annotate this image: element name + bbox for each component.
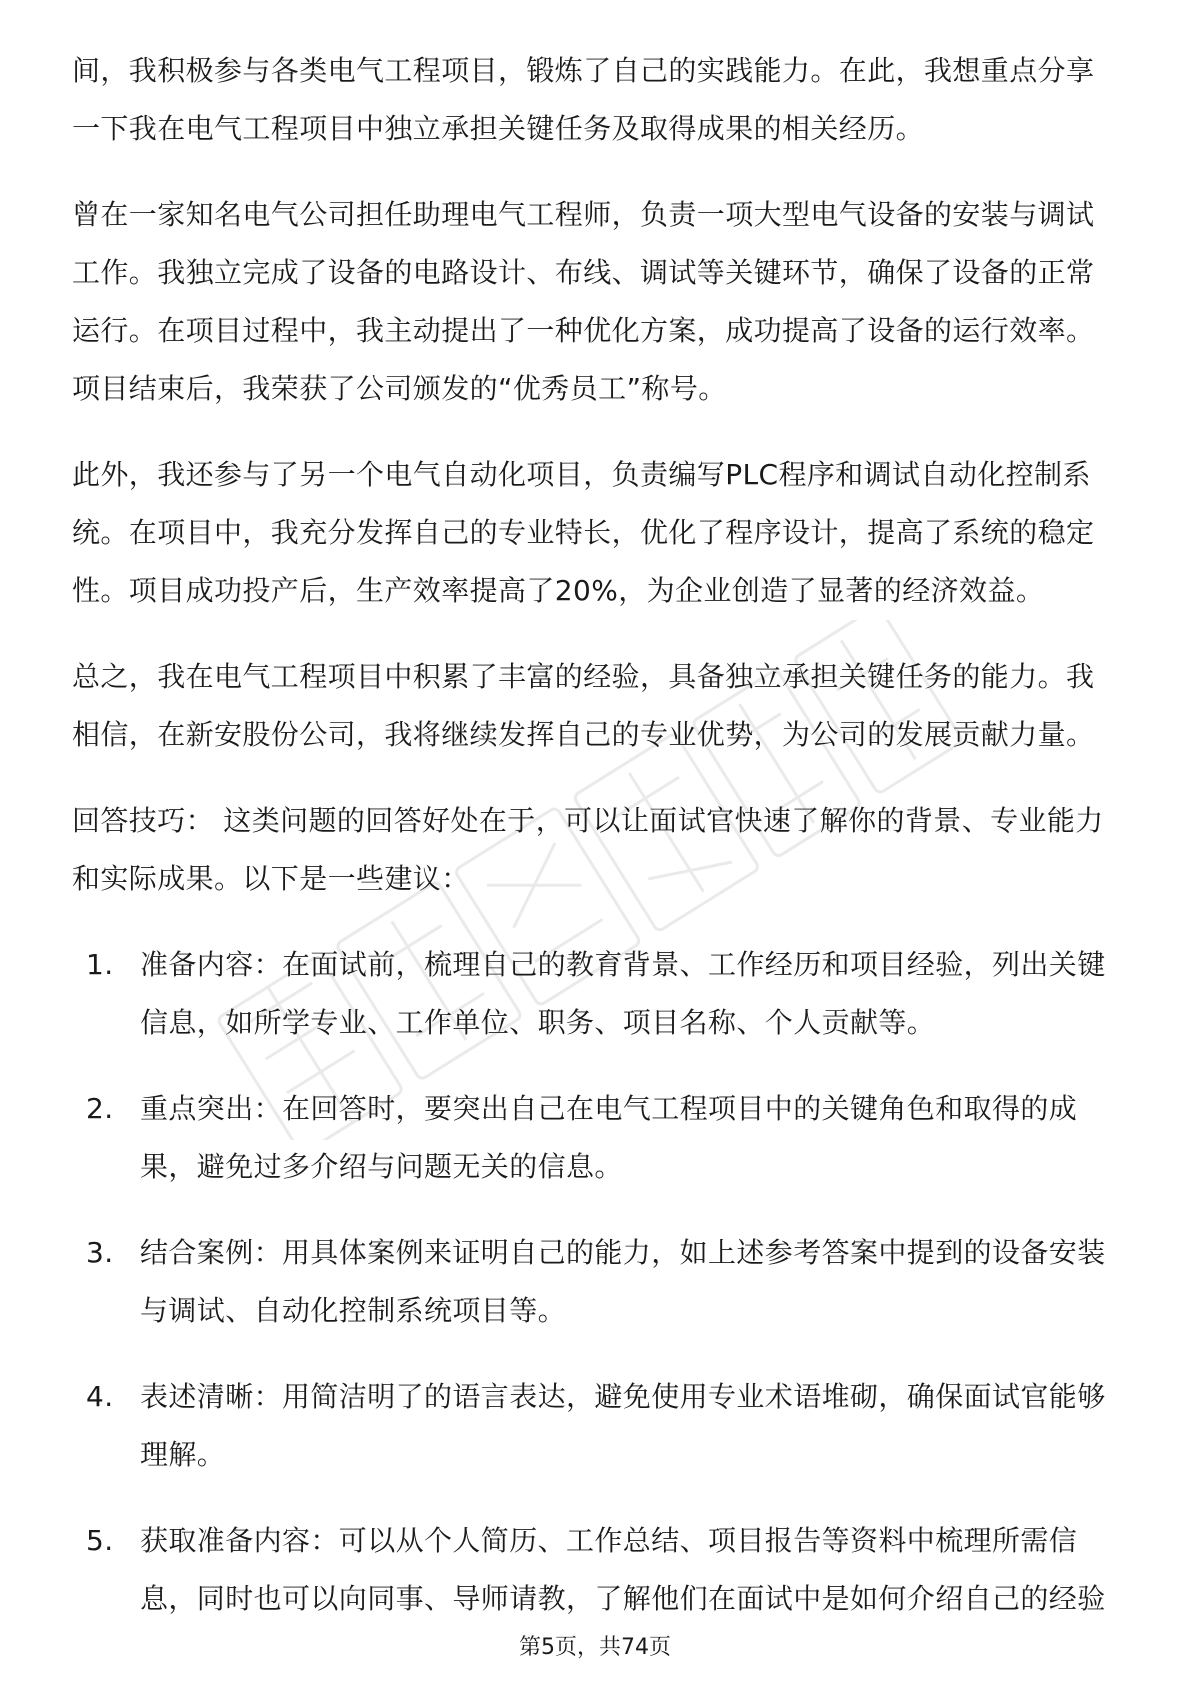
list-item-number: 4. — [86, 1380, 114, 1413]
tips-list — [72, 936, 1118, 1628]
page-number: 第5页，共74页 — [519, 1635, 671, 1660]
list-item — [72, 1512, 1118, 1628]
paragraph-intro: 间，我积极参与各类电气工程项目，锻炼了自己的实践能力。在此，我想重点分享一下我在电气工程项目中独立承担关键任务及取得成果的相关经历。 — [72, 54, 1095, 145]
paragraph-experience-1: 曾在一家知名电气公司担任助理电气工程师，负责一项大型电气设备的安装与调试工作。我独立完成了设备的电路设计、布线、调试等关键环节，确保了设备的正常运行。在项目过程中，我主动提出了一种优化方案，成功提高了设备的运行效率。项目结束后，我荣获了公司颁发的“优秀员工”称号。 — [72, 198, 1095, 405]
list-item — [72, 1224, 1118, 1340]
list-item — [72, 1080, 1118, 1196]
list-item — [72, 1368, 1118, 1484]
document-body — [72, 42, 1118, 1656]
list-item-text: 获取准备内容：可以从个人简历、工作总结、项目报告等资料中梳理所需信息，同时也可以向同事、导师请教，了解他们在面试中是如何介绍自己的经验 — [140, 1524, 1106, 1615]
list-item-number: 2. — [86, 1092, 114, 1125]
list-item-number: 3. — [86, 1236, 114, 1269]
list-item-text: 重点突出：在回答时，要突出自己在电气工程项目中的关键角色和取得的成果，避免过多介绍与问题无关的信息。 — [140, 1092, 1078, 1183]
paragraph-tips-intro: 回答技巧： 这类问题的回答好处在于，可以让面试官快速了解你的背景、专业能力和实际成果。以下是一些建议： — [72, 804, 1104, 895]
list-item-number: 1. — [86, 948, 114, 981]
paragraph-summary: 总之，我在电气工程项目中积累了丰富的经验，具备独立承担关键任务的能力。我相信，在新安股份公司，我将继续发挥自己的专业优势，为公司的发展贡献力量。 — [72, 660, 1095, 751]
list-item-text: 准备内容：在面试前，梳理自己的教育背景、工作经历和项目经验，列出关键信息，如所学专业、工作单位、职务、项目名称、个人贡献等。 — [140, 948, 1106, 1039]
paragraph-experience-2: 此外，我还参与了另一个电气自动化项目，负责编写PLC程序和调试自动化控制系统。在项目中，我充分发挥自己的专业特长，优化了程序设计，提高了系统的稳定性。项目成功投产后，生产效率提高了20%，为企业创造了显著的经济效益。 — [72, 458, 1095, 607]
list-item-text: 表述清晰：用简洁明了的语言表达，避免使用专业术语堆砌，确保面试官能够理解。 — [140, 1380, 1106, 1471]
list-item — [72, 936, 1118, 1052]
list-item-text: 结合案例：用具体案例来证明自己的能力，如上述参考答案中提到的设备安装与调试、自动化控制系统项目等。 — [140, 1236, 1106, 1327]
list-item-number: 5. — [86, 1524, 114, 1557]
